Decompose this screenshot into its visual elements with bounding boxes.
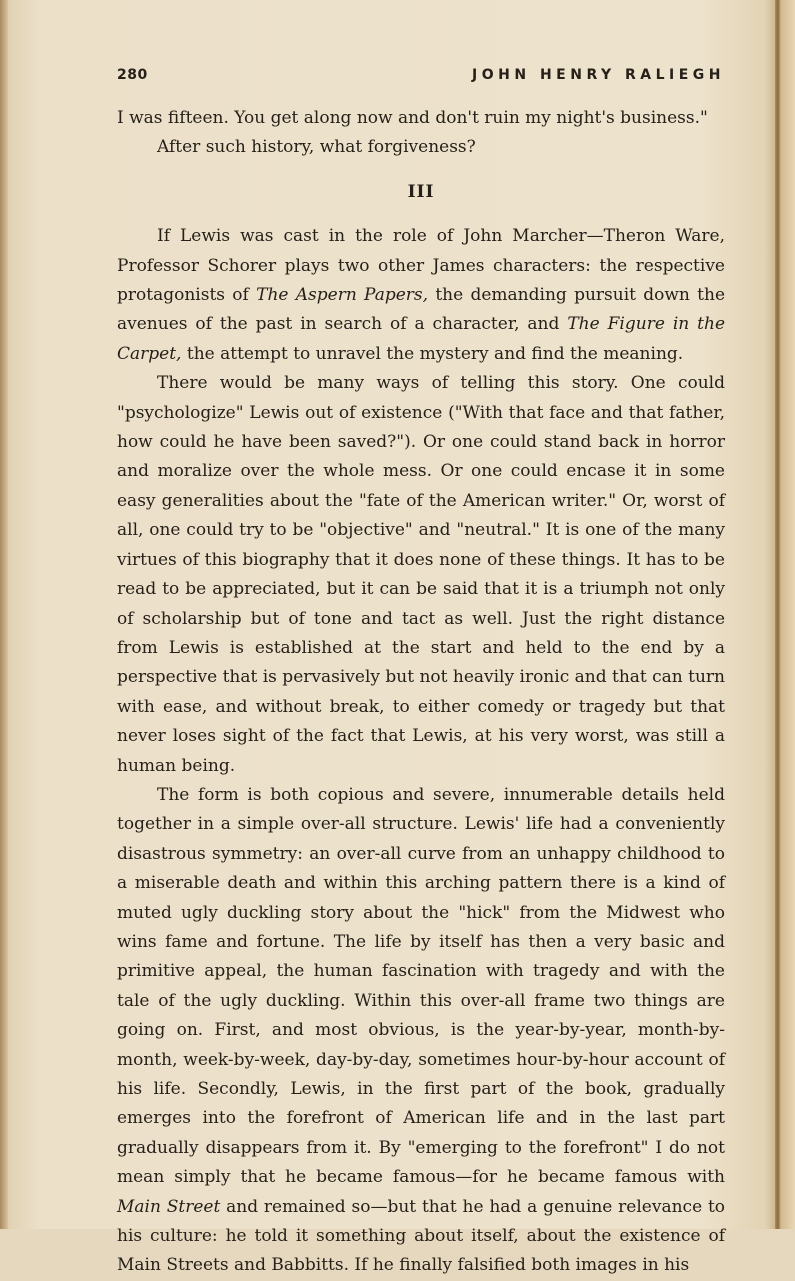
body-text [117,104,725,1281]
paragraph-5 [117,781,725,1281]
paragraph-3-text-a: If Lewis was cast in the role of John Marcher—Theron Ware, Professor Schorer plays two other James characters: the respective protagonists of [117,226,725,306]
paragraph-3 [117,222,725,369]
paragraph-2: After such history, what forgiveness? [157,137,476,158]
running-head: JOHN HENRY RALIEGH [472,67,725,83]
title-figure-in-the-carpet: The Figure in the Carpet, [117,314,725,364]
paragraph-1: I was fifteen. You get along now and don't ruin my night's business." [117,108,708,128]
page-number: 280 [117,67,148,83]
paragraph-4: There would be many ways of telling this story. One could "psychologize" Lewis out of existence ("With that face and that father, how could he have been saved?"). Or one could stand back in horror and moralize over the whole mess. Or one could encase it in some easy generalities about the "fate of the American writer." Or, worst of all, one could try to be "objective" and "neutral." It is one of the many virtues of this biography that it does none of these things. It has to be read to be appreciated, but it can be said that it is a triumph not only of scholarship but of tone and tact as well. Just the right distance from Lewis is established at the start and held to the end by a perspective that is pervasively but not heavily ironic and that can turn with ease, and without break, to either comedy or tragedy but that never loses sight of the fact that Lewis, at his very worst, was still a human being. [117,373,725,776]
title-main-street: Main Street [117,1196,221,1217]
paragraph-5-text-b: and remained so—but that he had a genuine relevance to his culture: he told it something about itself, about the existence of Main Streets and Babbitts. If he finally falsified both images in his [117,1196,726,1276]
section-heading: III [407,181,435,202]
paragraph-5-text-a: The form is both copious and severe, innumerable details held together in a simple over-all structure. Lewis' life had a conveniently disastrous symmetry: an over-all curve from an unhappy childhood to a miserable death and within this arching pattern there is a kind of muted ugly duckling story about the "hick" from the Midwest who wins fame and fortune. The life by itself has then a very basic and primitive appeal, the human fascination with tragedy and with the tale of the ugly duckling. Within this over-all frame two things are going on. First, and most obvious, is the year-by-year, month-by-month, week-by-week, day-by-day, sometimes hour-by-hour account of his life. Secondly, Lewis, in the first part of the book, gradually emerges into the forefront of American life and in the last part gradually disappears from it. By "emerging to the forefront" I do not mean simply that he became famous—for he became famous with [117,784,725,1188]
paragraph-3-text-b: the demanding pursuit down the avenues of the past in search of a character, and [117,285,726,335]
page-gutter-shadow [0,0,8,1229]
title-aspern-papers: The Aspern Papers, [256,285,429,306]
paragraph-3-text-c: the attempt to unravel the mystery and find the meaning. [181,343,684,364]
page-edge-shadow [775,0,795,1229]
page-header [117,67,725,89]
